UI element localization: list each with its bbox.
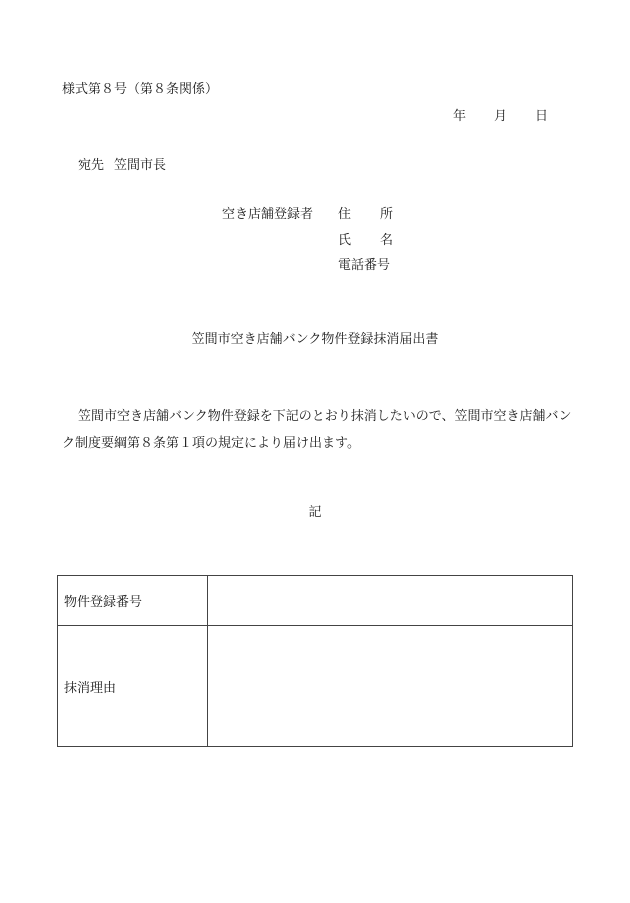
cancel-reason-field[interactable] xyxy=(208,626,573,747)
addressee-label: 宛先 xyxy=(78,158,105,173)
info-table xyxy=(57,575,573,747)
table-row xyxy=(58,626,573,747)
date-line xyxy=(453,110,548,123)
document-title: 笠間市空き店舗バンク物件登録抹消届出書 xyxy=(191,332,439,347)
ki-heading: 記 xyxy=(308,505,322,520)
date-day-label: 日 xyxy=(535,109,549,124)
registrant-title: 空き店舗登録者 xyxy=(222,207,314,222)
form-number: 様式第８号（第８条関係） xyxy=(62,82,219,97)
table-label-property-number: 物件登録番号 xyxy=(58,576,208,626)
registrant-phone-label: 電話番号 xyxy=(338,258,391,273)
table-row xyxy=(58,576,573,626)
addressee-name: 笠間市長 xyxy=(114,158,167,173)
registrant-address-label: 住 所 xyxy=(338,207,393,222)
property-number-field[interactable] xyxy=(208,576,573,626)
document-body: 笠間市空き店舗バンク物件登録を下記のとおり抹消したいので、笠間市空き店舗バンク制度要綱第８条第１項の規定により届け出ます。 xyxy=(62,409,572,451)
addressee xyxy=(78,159,166,172)
date-month-label: 月 xyxy=(494,109,508,124)
registrant-name-label: 氏 名 xyxy=(338,233,393,248)
date-year-label: 年 xyxy=(453,109,467,124)
table-label-cancel-reason: 抹消理由 xyxy=(58,626,208,747)
